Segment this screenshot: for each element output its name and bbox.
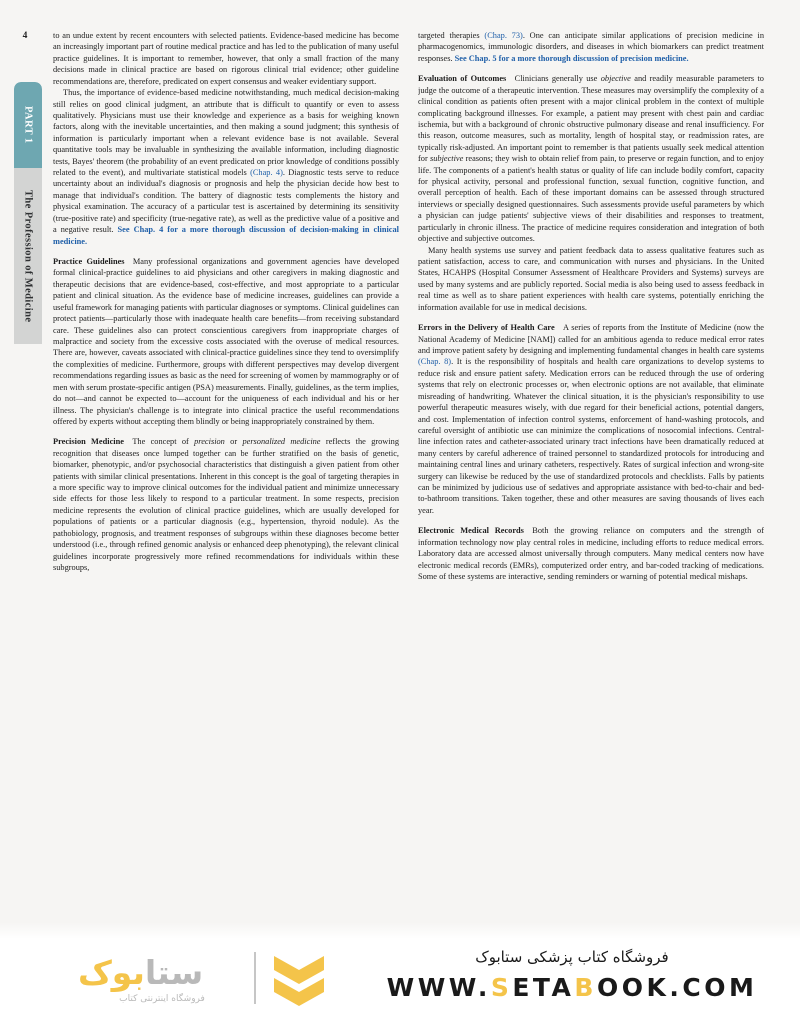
body-text: Many health systems use survey and patient feedback data to assess qualitative features such as patient satisfaction, access to care, and communication with nurses and physicians. In the United States, HCAHPS (Hospital Consumer Assessment of Healthcare Providers and Systems) surveys are used by many systems and are publicly reported. Social media is also being used to assess feedback in real time as well as to share patient experiences with health care systems, potentially enriching the information available for use in medical decisions. [418, 245, 764, 312]
chapter-crossref-link[interactable]: (Chap. 4) [250, 168, 283, 178]
body-text: Many professional organizations and government agencies have developed formal clinical-practice guidelines to aid physicians and other caregivers in making diagnostic and therapeutic decisions that are evidence-based, cost-effective, and most appropriate to a particular patient and clinical situation. As the evidence base of medicine increases, guidelines can provide a useful framework for managing patients with particular diagnoses or symptoms. Clinical guidelines can protect patients—particularly those with inadequate health care benefits—from receiving substandard care. These guidelines also can protect conscientious caregivers from inappropriate charges of malpractice and society from the excessive costs associated with the overuse of medical resources. There are, however, caveats associated with clinical-practice guidelines since they tend to oversimplify the complexities of medicine. Furthermore, groups with different perspectives may develop divergent recommendations regarding issues as basic as the need for screening of women by mammography or of men with serum prostate-specific antigen (PSA) measurements. Finally, guidelines, as the term implies, do not—and cannot be expected to—account for the uniqueness of each individual and his or her illness. The physician's challenge is to integrate into clinical practice the useful recommendations offered by experts without accepting them blindly or being inappropriately constrained by them. [53, 257, 399, 426]
body-text: The concept of [132, 437, 195, 447]
logo-wordmark-gray: ستا [144, 952, 204, 992]
section-runin-heading: Practice Guidelines [53, 257, 125, 267]
paragraph [53, 256, 399, 427]
chapter-crossref-link[interactable]: (Chap. 73) [484, 31, 523, 40]
section-runin-heading: Errors in the Delivery of Health Care [418, 323, 555, 333]
paragraph [418, 245, 764, 314]
chapter-crossref-link[interactable]: (Chap. 8) [418, 357, 452, 367]
emphasis-text: subjective [429, 154, 464, 164]
logo-wordmark [78, 950, 246, 994]
two-column-body [53, 30, 765, 940]
brand-url-part: ETA [512, 972, 575, 1002]
chevron-icon [268, 950, 330, 1012]
paragraph [418, 73, 764, 244]
paragraph [53, 87, 399, 247]
watermark-band [0, 938, 800, 1024]
emphasis-text: objective [600, 74, 631, 84]
brand-tagline: فروشگاه کتاب پزشکی ستابوک [475, 948, 669, 966]
chapter-crossref-link[interactable]: See Chap. 5 for a more thorough discussion of precision medicine. [454, 53, 689, 63]
paragraph [418, 525, 764, 582]
logo-divider [254, 952, 256, 1004]
section-runin-heading: Precision Medicine [53, 437, 124, 447]
section-runin-heading: Evaluation of Outcomes [418, 74, 507, 84]
chapter-crossref-link[interactable]: See Chap. 4 for a more thorough discussion of decision-making in clinical medicine. [53, 225, 399, 246]
brand-logo [78, 944, 328, 1016]
body-text: Thus, the importance of evidence-based medicine notwithstanding, much medical decision-making still relies on good clinical judgment, an attribute that is difficult to quantify or even to assess qualitatively. Physicians must use their knowledge and experience as a basis for weighing known factors, along with the inevitable uncertainties, and then making a sound judgment; this synthesis of information is particularly important when a relevant evidence base is not available. Several quantitative tools may be invaluable in synthesizing the available information, including diagnostic tests, Bayes' theorem (the probability of an event predicated on prior knowledge of conditions possibly related to the event), and multivariate statistical models [53, 88, 399, 178]
part-label: PART 1 [22, 106, 34, 144]
body-text: reflects the growing recognition that diseases once lumped together can be further stratified on the basis of genetic, biomarker, phenotypic, and/or psychosocial characteristics that distinguish a given patient from other patients with similar clinical presentations. Inherent in this concept is the goal of targeting therapies in a more specific way to improve clinical outcomes for the individual patient and minimize unnecessary side effects for those less likely to respond to a particular treatment. In some respects, precision medicine represents the evolution of clinical practice guidelines, which are usually developed for populations of patients or a particular diagnosis (e.g., hypertension, thyroid nodule). As the pathobiology, prognosis, and treatment responses of subgroups within these diagnoses become better understood (i.e., through refined genomic analysis or enhanced deep phenotyping), the relevant clinical guidelines incorporate progressively more refined recommendations for individuals within these subgroups, [53, 437, 399, 572]
logo-subtitle: فروشگاه اینترنتی کتاب [119, 994, 205, 1004]
section-runin-heading: Electronic Medical Records [418, 526, 524, 536]
paragraph [53, 436, 399, 573]
left-text-column [53, 30, 399, 940]
body-text: reasons; they wish to obtain relief from pain, to preserve or regain function, and to enjoy life. The components of a patient's health status or quality of life can include bodily comfort, capacity for physical activity, personal and professional function, sexual function, cognitive function, and overall perception of health. Each of these important domains can be assessed through structured interviews or specially designed questionnaires. Such assessments provide useful parameters by which a physician can judge patients' subjective views of their disabilities and responses to treatment, particularly in chronic illness. The practice of medicine requires consideration and integration of both objective and subjective outcomes. [418, 154, 764, 244]
brand-url [372, 973, 772, 1002]
part-tab-color-block [14, 82, 42, 168]
part-tab [14, 82, 42, 344]
body-text: . One can anticipate similar applications of precision medicine in pharmacogenomics, immunologic disorders, and diseases in which biomarkers can predict treatment responses. [418, 31, 764, 63]
body-text: and readily measurable parameters to judge the outcome of a therapeutic intervention. These measures may oversimplify the complexity of a clinical condition as patients often present with a major clinical problem in the context of multiple complicating background illnesses. For example, a patient may present with chest pain and cardiac ischemia, but with a background of chronic obstructive pulmonary disease and renal insufficiency. For this reason, outcome measures, such as mortality, length of hospital stay, or readmission rates, are typically risk-adjusted. An important point to remember is that patients usually seek medical attention for [418, 74, 764, 164]
brand-url-part: OOK.COM [596, 972, 758, 1002]
body-text: . Diagnostic tests serve to reduce uncertainty about an individual's diagnosis or prognosis and help the physician decide how best to manage that individual's condition. The battery of diagnostic tests complements the history and physical examination. The accuracy of a particular test is ascertained by determining its sensitivity (true-positive rate) and specificity (true-negative rate), as well as the predictive value of a positive and a negative result. [53, 168, 399, 235]
brand-text [372, 946, 772, 1002]
body-text: Clinicians generally use [514, 74, 601, 84]
body-text: Both the growing reliance on computers and the strength of information technology now play central roles in medicine, including efforts to reduce medical errors. Laboratory data are accessed almost universally through computers. Many medical centers now have electronic medical records (EMRs), computerized order entry, and bar-coded tracking of medications. Some of these systems are interactive, sending reminders or warning of potential medical mishaps. [418, 526, 764, 581]
part-title: The Profession of Medicine [22, 189, 34, 323]
body-text: . It is the responsibility of hospitals and health care organizations to develop systems to reduce risk and ensure patient safety. Medication errors can be reduced through the use of ordering systems that rely on electronic processes or, when electronic options are not available, that eliminate misreading of handwriting. Whatever the clinical situation, it is the physician's responsibility to use powerful therapeutic measures wisely, with due regard for their beneficial actions, potential dangers, and cost. Implementation of infection control systems, enforcement of hand-washing protocols, and careful oversight of antibiotic use can minimize the complications of nosocomial infections. Central-line infection rates and catheter-associated urinary tract infections have been dramatically reduced at many centers by careful adherence of trained personnel to standardized protocols for introducing and maintaining central lines and urinary catheters, respectively. Rates of surgical infection and wrong-site surgery can likewise be reduced by the use of standardized protocols and checklists. Falls by patients can be minimized by judicious use of sedatives and appropriate assistance with bed-to-chair and bed-to-bathroom transitions. Taken together, these and other measures are saving thousands of lives each year. [418, 357, 764, 515]
paragraph [418, 30, 764, 64]
emphasis-text: personalized medicine [242, 437, 321, 447]
body-text: or [224, 437, 243, 447]
page-number: 4 [22, 31, 28, 41]
logo-wordmark-gold: بوک [78, 952, 145, 992]
body-text: A series of reports from the Institute of Medicine (now the National Academy of Medicine [NAM]) called for an ambitious agenda to reduce medical error rates and improve patient safety by designing and implementing fundamental changes in health care systems [418, 323, 764, 355]
paragraph [418, 322, 764, 516]
paragraph [53, 30, 399, 87]
right-text-column [418, 30, 764, 940]
part-title-block [14, 168, 42, 344]
body-text: to an undue extent by recent encounters with selected patients. Evidence-based medicine has become an increasingly important part of routine medical practice and has led to the publication of many useful practice guidelines. It is important to remember, however, that only a small fraction of the many decisions made in clinical practice are based on rigorous clinical trial evidence; other guideline recommendations are, therefore, predicated on expert consensus and weaker evidentiary support. [53, 31, 399, 86]
emphasis-text: precision [194, 437, 225, 447]
body-text: targeted therapies [418, 31, 485, 40]
brand-url-part: S [490, 972, 513, 1002]
brand-url-part: WWW. [386, 972, 491, 1002]
brand-url-part: B [574, 972, 597, 1002]
